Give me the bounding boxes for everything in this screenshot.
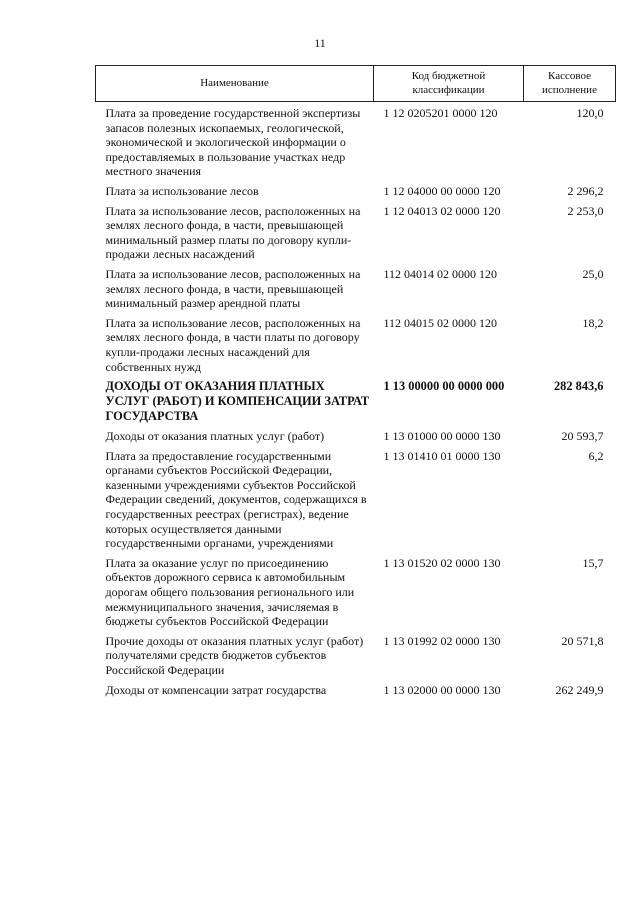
row-code-cell: 1 13 01992 02 0000 130 xyxy=(383,633,501,648)
row-code-cell: 112 04014 02 0000 120 xyxy=(383,266,498,281)
table-body xyxy=(96,102,616,698)
header-code: Код бюджетной классификации xyxy=(374,66,524,102)
page-number: 11 xyxy=(314,36,326,50)
row-amount-cell: 2 253,0 xyxy=(567,203,604,218)
table-row xyxy=(96,429,616,444)
row-amount-cell: 6,2 xyxy=(588,448,604,463)
row-amount-cell: 20 571,8 xyxy=(561,633,604,648)
row-code-cell: 1 13 01000 00 0000 130 xyxy=(383,429,501,444)
row-amount-cell: 120,0 xyxy=(576,106,604,120)
row-amount-cell: 15,7 xyxy=(582,555,604,570)
table-row xyxy=(96,184,616,199)
header-row xyxy=(96,66,616,102)
row-amount-cell: 2 296,2 xyxy=(567,183,604,198)
row-name-cell: ДОХОДЫ ОТ ОКАЗАНИЯ ПЛАТНЫХ УСЛУГ (РАБОТ) И КОМПЕНСАЦИИ ЗАТРАТ ГОСУДАРСТВА xyxy=(105,379,370,424)
row-amount-cell: 262 249,9 xyxy=(555,682,604,697)
budget-revenue-table xyxy=(95,65,616,697)
table-header xyxy=(96,66,616,102)
table-row xyxy=(96,102,616,179)
table-row xyxy=(96,683,616,698)
table-row xyxy=(96,267,616,311)
row-code-cell: 1 12 0205201 0000 120 xyxy=(383,106,498,120)
table-row xyxy=(96,556,616,629)
row-amount-cell: 18,2 xyxy=(582,315,604,330)
row-amount-cell: 20 593,7 xyxy=(561,429,604,444)
row-amount-cell: 25,0 xyxy=(582,266,604,281)
row-name-cell: Плата за оказание услуг по присоединению объектов дорожного сервиса к автомобильным дорогам общего пользования регионального или межмуниципального значения, зачисляемая в бюджеты субъектов Российской Федерации xyxy=(105,555,355,629)
row-name-cell: Плата за предоставление государственными органами субъектов Российской Федерации, казенными учреждениями субъектов Российской Федерации сведений, документов, содержащихся в государственных реестрах (регистрах), ведение которых осуществляется данными государственными органами, учреждениями xyxy=(105,448,367,551)
row-code-cell: 1 13 02000 00 0000 130 xyxy=(383,682,501,697)
row-code-cell: 112 04015 02 0000 120 xyxy=(383,315,498,330)
row-code-cell: 1 13 01520 02 0000 130 xyxy=(383,555,501,570)
row-name-cell: Прочие доходы от оказания платных услуг (работ) получателями средств бюджетов субъектов Российской Федерации xyxy=(105,633,364,677)
table-row xyxy=(96,379,616,424)
table-row xyxy=(96,634,616,678)
row-code-cell: 1 12 04000 00 0000 120 xyxy=(383,183,501,198)
row-amount-cell: 282 843,6 xyxy=(553,379,604,394)
row-name-cell: Доходы от оказания платных услуг (работ) xyxy=(105,429,325,444)
row-name-cell: Плата за использование лесов, расположенных на землях лесного фонда, в части, превышающей минимальный размер арендной платы xyxy=(105,266,361,311)
table-row xyxy=(96,204,616,262)
row-name-cell: Плата за использование лесов, расположенных на землях лесного фонда, в части платы по договору купли-продажи лесных насаждений для собственных нужд xyxy=(105,315,361,374)
row-code-cell: 1 13 00000 00 0000 000 xyxy=(383,379,505,394)
header-name: Наименование xyxy=(96,66,374,102)
row-name-cell: Плата за использование лесов, расположенных на землях лесного фонда, в части, превышающей минимальный размер платы по договору купли-продажи лесных насаждений xyxy=(105,203,361,262)
header-amount: Кассовое исполнение xyxy=(524,66,616,102)
row-code-cell: 1 12 04013 02 0000 120 xyxy=(383,203,501,218)
row-name-cell: Плата за использование лесов xyxy=(105,183,259,198)
table-row xyxy=(96,316,616,374)
row-name-cell: Доходы от компенсации затрат государства xyxy=(105,682,327,697)
row-code-cell: 1 13 01410 01 0000 130 xyxy=(383,448,501,463)
row-name-cell: Плата за проведение государственной экспертизы запасов полезных ископаемых, геологической, экономической и экологической информации о предоставляемых в пользование участках недр местного значения xyxy=(105,106,361,179)
table-row xyxy=(96,449,616,551)
